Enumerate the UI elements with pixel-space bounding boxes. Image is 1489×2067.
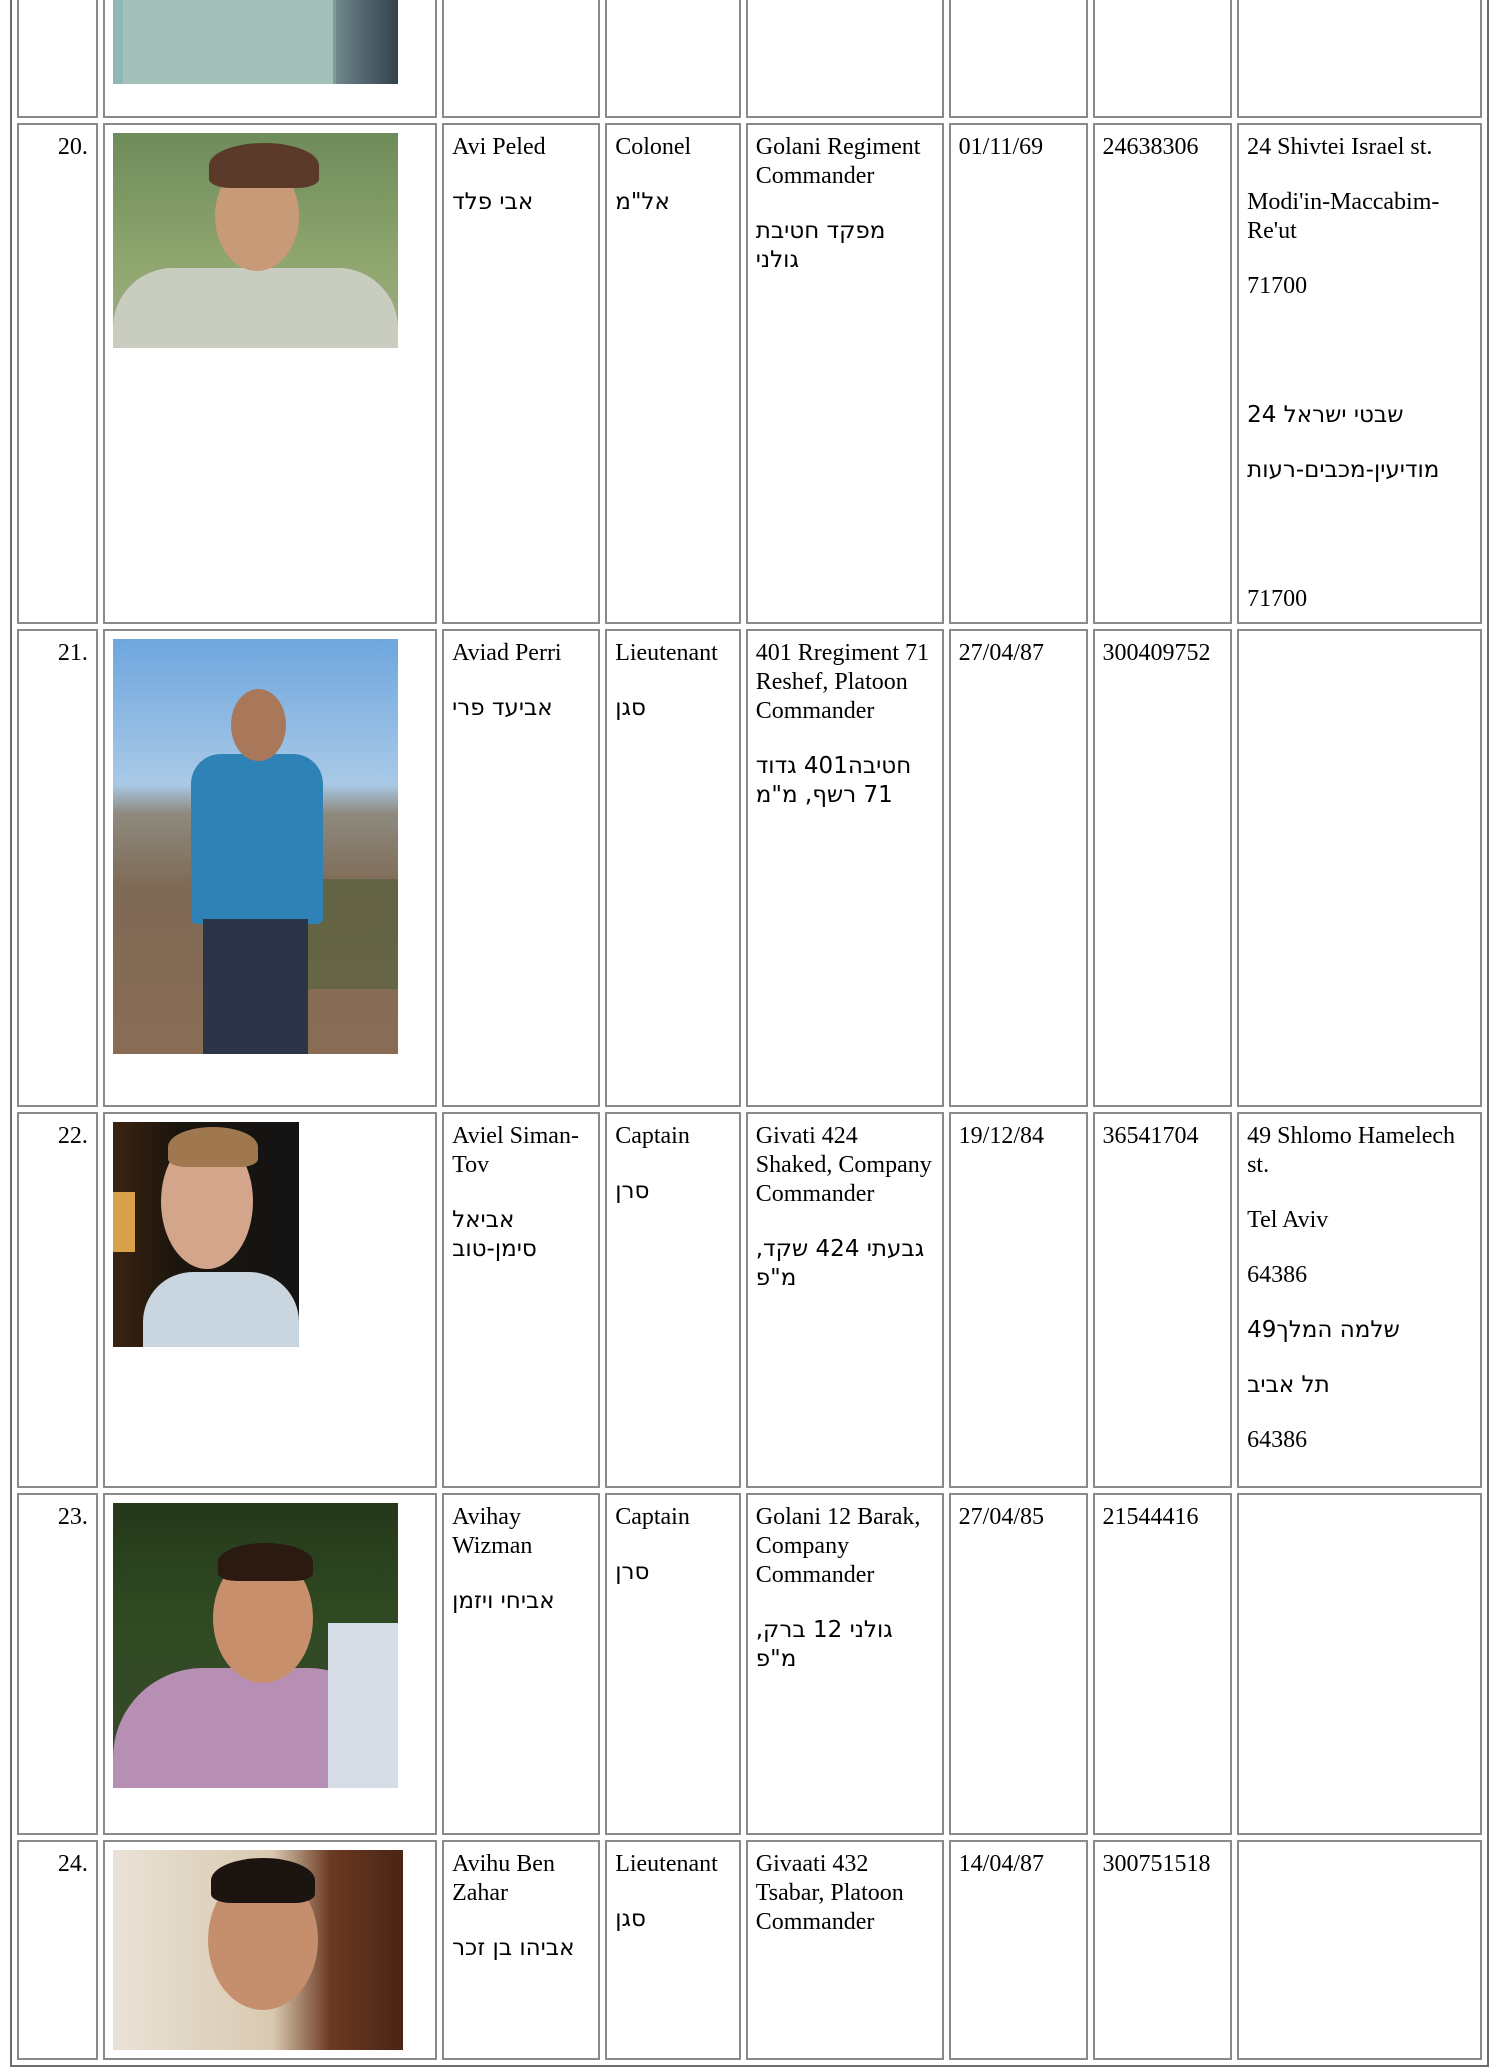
cell-address xyxy=(1237,1840,1482,2060)
cell-name xyxy=(442,0,600,118)
document-sheet xyxy=(10,0,1489,2067)
cell-id: 300409752 xyxy=(1093,629,1233,1107)
cell-dob: 14/04/87 xyxy=(949,1840,1088,2060)
unit-he: מפקד חטיבת גולני xyxy=(755,218,886,273)
cell-unit xyxy=(746,1493,944,1835)
cell-id xyxy=(1093,0,1233,118)
address-en-line: 64386 xyxy=(1247,1262,1308,1288)
photo-avihu-ben-zahar xyxy=(113,1850,403,2050)
cell-name xyxy=(442,123,600,624)
address-en-line: 49 Shlomo Hamelech st. xyxy=(1247,1123,1456,1178)
address-he-line: שבטי ישראל 24 xyxy=(1247,402,1404,428)
unit-he: גבעתי 424 שקד, מ"פ xyxy=(755,1236,925,1291)
rank-he: סגן xyxy=(615,1906,646,1932)
photo-avi-peled xyxy=(113,133,398,348)
rank-en: Captain xyxy=(615,1123,690,1149)
cell-address xyxy=(1237,123,1482,624)
cell-num: 24. xyxy=(17,1840,98,2060)
cell-num: 22. xyxy=(17,1112,98,1488)
rank-he: אל"מ xyxy=(615,189,670,215)
unit-he: גולני 12 ברק, מ"פ xyxy=(755,1617,893,1672)
cell-unit xyxy=(746,629,944,1107)
cell-unit xyxy=(746,1840,944,2060)
cell-address xyxy=(1237,1493,1482,1835)
table-row xyxy=(17,1493,1482,1835)
address-he-line: תל אביב xyxy=(1247,1372,1330,1398)
address-en-line: 71700 xyxy=(1247,273,1308,299)
cell-photo xyxy=(103,629,437,1107)
unit-en: Givaati 432 Tsabar, Platoon Commander xyxy=(755,1851,904,1935)
photo-partial xyxy=(113,0,398,84)
cell-id: 24638306 xyxy=(1093,123,1233,624)
rank-en: Captain xyxy=(615,1504,690,1530)
table-row xyxy=(17,123,1482,624)
cell-name xyxy=(442,629,600,1107)
photo-avihay-wizman xyxy=(113,1503,398,1788)
photo-aviad-perri xyxy=(113,639,398,1054)
rank-he: סרן xyxy=(615,1559,650,1585)
address-en-line: Tel Aviv xyxy=(1247,1207,1329,1233)
cell-num: 20. xyxy=(17,123,98,624)
cell-address xyxy=(1237,0,1482,118)
cell-name xyxy=(442,1493,600,1835)
unit-en: 401 Rregiment 71 Reshef, Platoon Commander xyxy=(755,640,930,724)
cell-rank xyxy=(605,1112,741,1488)
name-he: אביעד פרי xyxy=(452,695,553,721)
cell-unit xyxy=(746,123,944,624)
name-en: Aviad Perri xyxy=(452,640,562,666)
cell-name xyxy=(442,1840,600,2060)
name-he: אביחי ויזמן xyxy=(452,1588,555,1614)
cell-dob: 19/12/84 xyxy=(949,1112,1088,1488)
address-en-line: Modi'in-Maccabim-Re'ut xyxy=(1247,189,1440,244)
cell-dob xyxy=(949,0,1088,118)
cell-unit xyxy=(746,1112,944,1488)
cell-photo xyxy=(103,1493,437,1835)
cell-unit xyxy=(746,0,944,118)
name-he: אבי פלד xyxy=(452,189,534,215)
unit-en: Givati 424 Shaked, Company Commander xyxy=(755,1123,932,1207)
unit-he: חטיבה401 גדוד 71 רשף, מ"מ xyxy=(755,753,912,808)
cell-id: 21544416 xyxy=(1093,1493,1233,1835)
cell-num: 21. xyxy=(17,629,98,1107)
cell-address xyxy=(1237,1112,1482,1488)
table-row xyxy=(17,629,1482,1107)
name-en: Avi Peled xyxy=(452,134,546,160)
cell-rank xyxy=(605,1493,741,1835)
rank-he: סרן xyxy=(615,1178,650,1204)
cell-photo xyxy=(103,1112,437,1488)
rank-en: Colonel xyxy=(615,134,692,160)
cell-dob: 27/04/87 xyxy=(949,629,1088,1107)
name-en: Avihay Wizman xyxy=(452,1504,533,1559)
name-he: אביאל סימן-טוב xyxy=(452,1207,537,1262)
cell-rank xyxy=(605,123,741,624)
cell-address xyxy=(1237,629,1482,1107)
address-he-line: שלמה המלך49 xyxy=(1247,1317,1400,1343)
unit-en: Golani 12 Barak, Company Commander xyxy=(755,1504,921,1588)
cell-num xyxy=(17,0,98,118)
address-he-line: 64386 xyxy=(1247,1427,1308,1453)
address-he-line: 71700 xyxy=(1247,586,1308,612)
cell-rank xyxy=(605,1840,741,2060)
cell-dob: 01/11/69 xyxy=(949,123,1088,624)
name-en: Aviel Siman-Tov xyxy=(452,1123,579,1178)
cell-num: 23. xyxy=(17,1493,98,1835)
rank-en: Lieutenant xyxy=(615,640,718,666)
personnel-table xyxy=(10,0,1489,2067)
cell-name xyxy=(442,1112,600,1488)
address-he-line: מודיעין-מכבים-רעות xyxy=(1247,457,1440,483)
cell-rank xyxy=(605,629,741,1107)
table-row-partial xyxy=(17,0,1482,118)
photo-aviel-siman-tov xyxy=(113,1122,299,1347)
cell-photo xyxy=(103,123,437,624)
address-en-line: 24 Shivtei Israel st. xyxy=(1247,134,1433,160)
table-row xyxy=(17,1840,1482,2060)
unit-en: Golani Regiment Commander xyxy=(755,134,921,189)
cell-id: 36541704 xyxy=(1093,1112,1233,1488)
table-row xyxy=(17,1112,1482,1488)
cell-id: 300751518 xyxy=(1093,1840,1233,2060)
rank-he: סגן xyxy=(615,695,646,721)
cell-photo xyxy=(103,1840,437,2060)
cell-rank xyxy=(605,0,741,118)
name-he: אביהו בן זכר xyxy=(452,1935,575,1961)
rank-en: Lieutenant xyxy=(615,1851,718,1877)
cell-photo xyxy=(103,0,437,118)
name-en: Avihu Ben Zahar xyxy=(452,1851,555,1906)
cell-dob: 27/04/85 xyxy=(949,1493,1088,1835)
